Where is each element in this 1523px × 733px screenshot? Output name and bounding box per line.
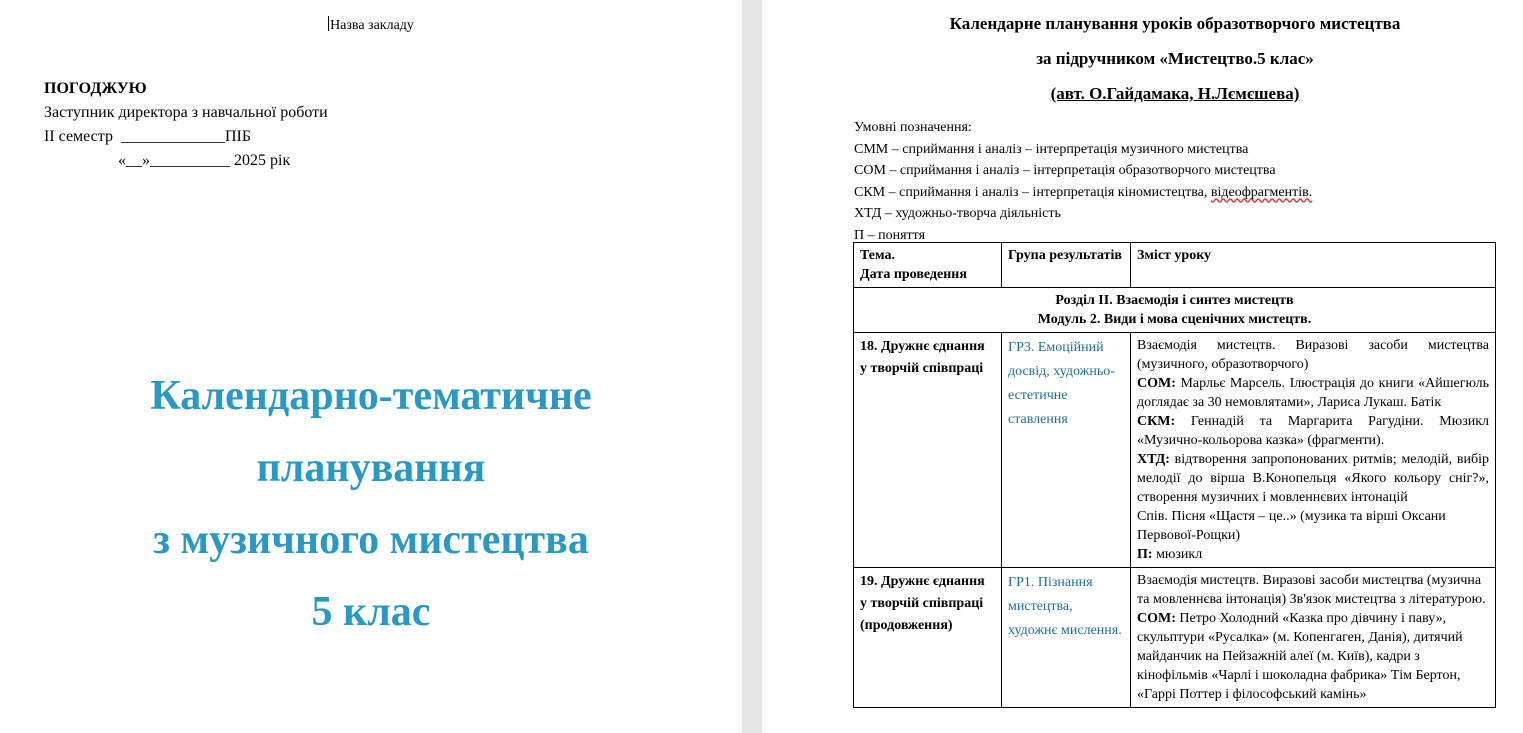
approval-semester-line: ІІ семестр _____________ПІБ	[44, 128, 252, 145]
main-title-line: з музичного мистецтва	[153, 517, 589, 563]
header-content: Зміст уроку	[1131, 243, 1496, 288]
legend-heading: Умовні позначення:	[854, 120, 972, 135]
approval-position: Заступник директора з навчальної роботи	[44, 104, 328, 121]
main-title-line: планування	[256, 445, 486, 491]
legend-item: СОМ – сприймання і аналіз – інтерпретація образотворчого мистецтва	[854, 163, 1276, 178]
topic-cell: 19. Дружнє єднання у творчій співпраці (продовження)	[854, 568, 1002, 708]
topic-cell: 18. Дружнє єднання у творчій співпраці	[854, 333, 1002, 568]
header-topic: Тема. Дата проведення	[854, 243, 1002, 288]
left-page	[0, 0, 742, 733]
main-title	[0, 360, 742, 648]
legend	[854, 117, 1312, 246]
legend-item: ХТД – художньо-творча діяльність	[854, 206, 1061, 221]
legend-item: СММ – сприймання і аналіз – інтерпретація музичного мистецтва	[854, 141, 1249, 157]
spellcheck-word: відеофрагментів.	[1210, 184, 1313, 200]
approval-heading: ПОГОДЖУЮ	[44, 80, 147, 97]
content-cell: Взаємодія мистецтв. Виразові засоби мистецтва (музичного, образотворчого) СОМ: Марльє Марсель. Ілюстрація до книги «Айшегюль доглядає за 30 немовлятами», Лариса Лукаш. Батік СКМ: Геннадій та Маргарита Рагудіни. Мюзикл «Музично-кольорова казка» (фрагменти). ХТД: відтворення запропонованих ритмів; мелодій, вибір мелодії до вірша В.Конопельця «Якого кольору сніг?», створення музичних і мовленнєвих інтонацій Спів. Пісня «Щастя – це..» (музика та вірші Оксани Первової-Рощки) П: мюзикл	[1131, 333, 1496, 568]
doc-title-line-3: (авт. О.Гайдамака, Н.Лємєшева)	[1050, 84, 1300, 103]
table-header-row	[854, 243, 1496, 288]
content-cell: Взаємодія мистецтв. Виразові засоби мистецтва (музична та мовленнєва інтонація) Зв'язок мистецтва з літературою. СОМ: Петро Холодний «Казка про дівчину і паву», скульптури «Русалка» (м. Копенгаген, Данія), дитячий майданчик на Пейзажній алеї (м. Київ), кадри з кінофільмів «Чарлі і шоколадна фабрика» Тім Бертон, «Гаррі Поттер і філософський камінь»	[1131, 568, 1496, 708]
legend-item: П – поняття	[854, 227, 926, 243]
legend-item: СКМ – сприймання і аналіз – інтерпретація кіномистецтва, відеофрагментів.	[854, 184, 1313, 200]
group-cell: ГР1. Пізнання мистецтва, художнє мислення.	[1002, 568, 1131, 708]
institution-name: Назва закладу	[330, 18, 414, 33]
text-cursor	[328, 16, 329, 31]
institution-name-line[interactable]	[0, 16, 742, 34]
doc-title-line-1: Календарне планування уроків образотворчого мистецтва	[949, 14, 1401, 33]
group-cell: ГР3. Емоційний досвід, художньо-естетичне ставлення	[1002, 333, 1131, 568]
approval-date-line: «__»__________ 2025 рік	[118, 152, 291, 169]
right-page	[762, 0, 1523, 733]
main-title-line: 5 клас	[311, 589, 431, 635]
main-title-line: Календарно-тематичне	[150, 373, 592, 419]
table-row	[854, 568, 1496, 708]
lesson-plan-table	[853, 242, 1496, 708]
table-row	[854, 333, 1496, 568]
approval-block	[44, 77, 328, 173]
section-cell: Розділ ІІ. Взаємодія і синтез мистецтв Модуль 2. Види і мова сценічних мистецтв.	[854, 288, 1496, 333]
doc-title-line-2: за підручником «Мистецтво.5 клас»	[1036, 49, 1314, 68]
header-group: Група результатів	[1002, 243, 1131, 288]
section-row	[854, 288, 1496, 333]
